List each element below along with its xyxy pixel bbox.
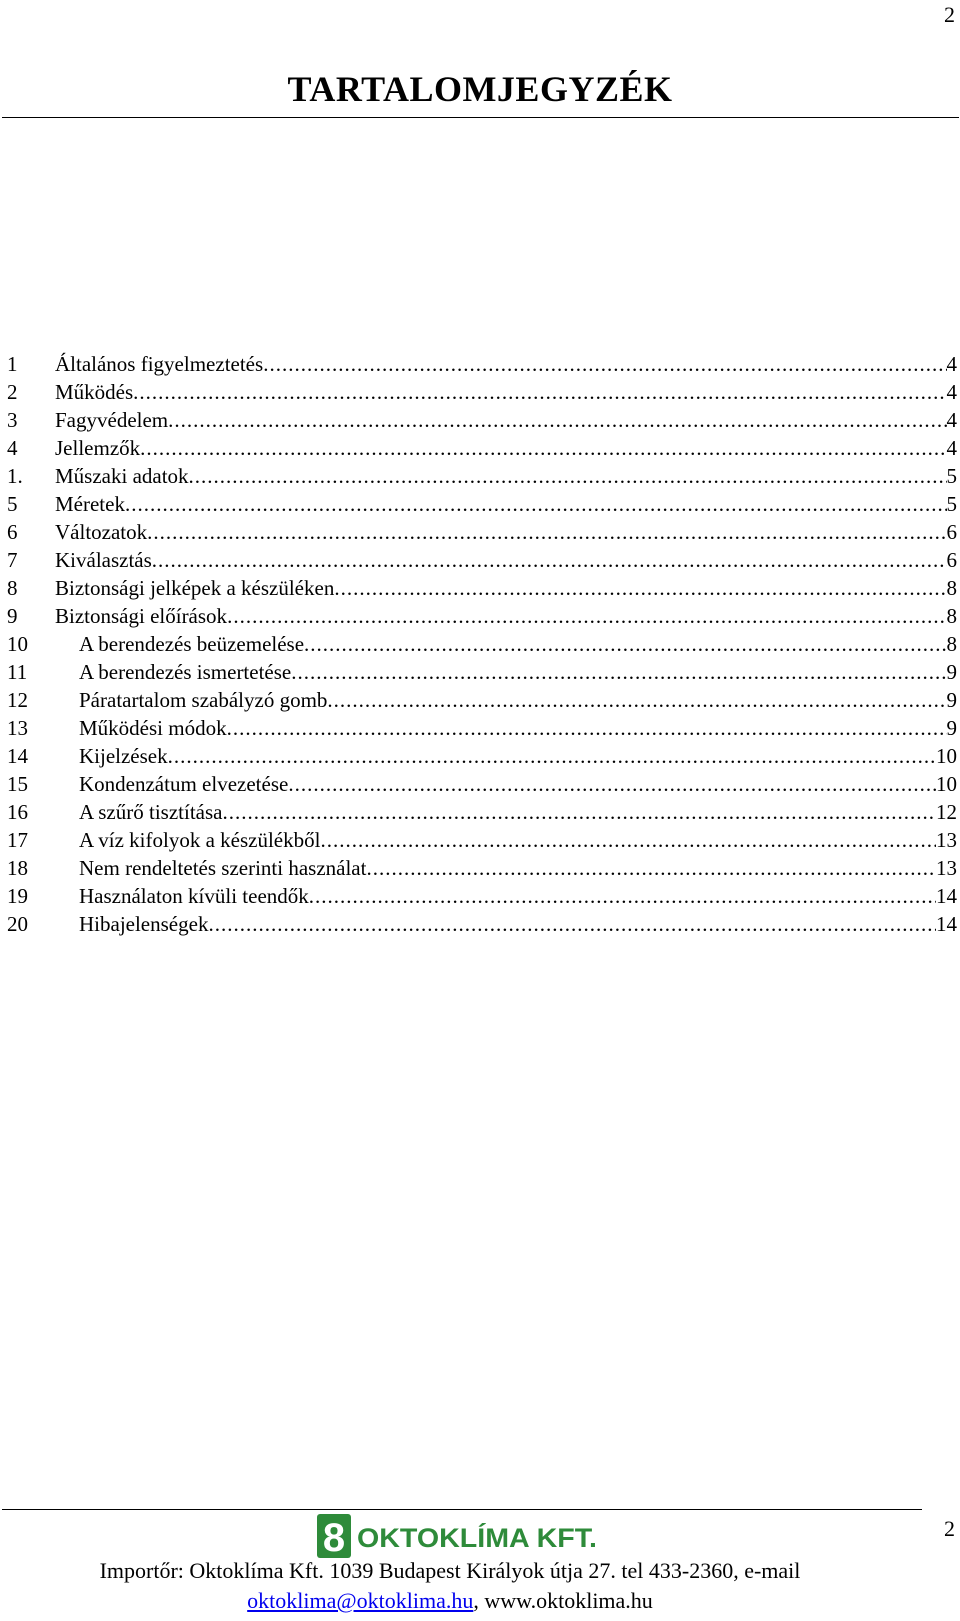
toc-entry-number: 4	[7, 436, 18, 460]
toc-entry-line	[55, 434, 957, 463]
toc-entry-page: 4	[946, 436, 957, 460]
toc-entry-page: 9	[946, 716, 957, 740]
footer-address: Importőr: Oktoklíma Kft. 1039 Budapest Királyok útja 27. tel 433-2360, e-mail	[99, 1558, 801, 1583]
toc-entry-number: 5	[7, 492, 18, 516]
toc-entry-line	[79, 770, 957, 799]
toc-entry-line	[55, 602, 957, 631]
toc-entry-label: Működési módok	[79, 716, 227, 740]
toc-entry[interactable]	[0, 770, 960, 799]
toc-leader-dots	[327, 686, 946, 715]
toc-entry-number: 2	[7, 380, 18, 404]
toc-leader-dots	[133, 378, 946, 407]
footer-divider	[2, 1509, 922, 1510]
toc-entry[interactable]	[0, 742, 960, 771]
toc-entry-line	[79, 798, 957, 827]
toc-entry-page: 10	[936, 744, 957, 768]
toc-entry[interactable]	[0, 602, 960, 631]
toc-entry-page: 5	[946, 464, 957, 488]
toc-entry-line	[79, 658, 957, 687]
toc-entry-page: 9	[946, 660, 957, 684]
toc-entry-page: 6	[946, 548, 957, 572]
toc-entry-label: Változatok	[55, 520, 148, 544]
toc-entry-line	[55, 406, 957, 435]
toc-entry-number: 17	[7, 828, 28, 852]
toc-entry-page: 4	[946, 408, 957, 432]
toc-entry-label: Kiválasztás	[55, 548, 152, 572]
toc-entry-number: 6	[7, 520, 18, 544]
toc-entry-page: 4	[946, 352, 957, 376]
toc-entry-number: 13	[7, 716, 28, 740]
toc-entry-label: Általános figyelmeztetés	[55, 352, 264, 376]
toc-entry[interactable]	[0, 406, 960, 435]
toc-entry[interactable]	[0, 546, 960, 575]
toc-entry-label: Jellemzők	[55, 436, 141, 460]
toc-entry-number: 15	[7, 772, 28, 796]
toc-leader-dots	[320, 826, 936, 855]
toc-entry-label: Páratartalom szabályzó gomb	[79, 688, 328, 712]
toc-entry-number: 12	[7, 688, 28, 712]
page-title: TARTALOMJEGYZÉK	[287, 69, 673, 109]
toc-entry-label: A berendezés ismertetése	[79, 660, 292, 684]
footer-contact	[0, 1588, 960, 1614]
toc-entry-label: Műszaki adatok	[55, 464, 189, 488]
toc-entry[interactable]	[0, 490, 960, 519]
toc-entry[interactable]	[0, 350, 960, 379]
toc-leader-dots	[189, 462, 947, 491]
logo-text: OKTOKLÍMA KFT.	[357, 1523, 584, 1553]
logo-mark: 8	[322, 1516, 346, 1558]
toc-entry-number: 20	[7, 912, 28, 936]
toc-leader-dots	[140, 434, 946, 463]
toc-entry-line	[55, 546, 957, 575]
toc-entry-number: 9	[7, 604, 18, 628]
toc-leader-dots	[291, 658, 946, 687]
toc-leader-dots	[125, 490, 947, 519]
toc-entry[interactable]	[0, 574, 960, 603]
toc-leader-dots	[168, 406, 946, 435]
toc-entry-page: 5	[946, 492, 957, 516]
toc-entry-number: 14	[7, 744, 28, 768]
toc-entry-line	[55, 462, 957, 491]
toc-entry-page: 6	[946, 520, 957, 544]
toc-entry-number: 16	[7, 800, 28, 824]
footer-separator: ,	[473, 1588, 479, 1613]
toc-entry-number: 7	[7, 548, 18, 572]
toc-entry-label: Fagyvédelem	[55, 408, 169, 432]
toc-leader-dots	[309, 882, 936, 911]
toc-leader-dots	[147, 518, 946, 547]
toc-entry[interactable]	[0, 798, 960, 827]
toc-leader-dots	[208, 910, 936, 939]
toc-entry-label: Biztonsági jelképek a készüléken	[55, 576, 335, 600]
toc-entry-page: 4	[946, 380, 957, 404]
toc-entry-label: Kijelzések	[79, 744, 168, 768]
toc-entry-page: 10	[936, 772, 957, 796]
toc-entry-page: 12	[936, 800, 957, 824]
toc-entry[interactable]	[0, 462, 960, 491]
toc-entry-number: 18	[7, 856, 28, 880]
toc-leader-dots	[168, 742, 936, 771]
toc-entry-line	[55, 378, 957, 407]
toc-entry-page: 8	[946, 604, 957, 628]
toc-entry-line	[79, 910, 957, 939]
toc-entry-line	[55, 518, 957, 547]
toc-entry-page: 9	[946, 688, 957, 712]
toc-entry-page: 13	[936, 856, 957, 880]
toc-entry-label: Kondenzátum elvezetése	[79, 772, 289, 796]
toc-entry-label: Biztonsági előírások	[55, 604, 228, 628]
toc-entry[interactable]	[0, 714, 960, 743]
toc-leader-dots	[222, 798, 936, 827]
toc-leader-dots	[263, 350, 946, 379]
toc-entry-page: 14	[936, 912, 957, 936]
toc-leader-dots	[152, 546, 947, 575]
toc-entry-line	[79, 714, 957, 743]
toc-entry[interactable]	[0, 686, 960, 715]
toc-entry-line	[79, 630, 957, 659]
page-number-bottom: 2	[944, 1516, 955, 1541]
toc-leader-dots	[227, 602, 946, 631]
toc-leader-dots	[227, 714, 947, 743]
toc-entry-page: 8	[946, 632, 957, 656]
toc-leader-dots	[288, 770, 936, 799]
toc-entry-page: 13	[936, 828, 957, 852]
toc-entry-number: 3	[7, 408, 18, 432]
toc-entry-line	[55, 574, 957, 603]
toc-leader-dots	[334, 574, 946, 603]
toc-entry-label: A szűrő tisztítása	[79, 800, 223, 824]
toc-entry-page: 8	[946, 576, 957, 600]
email-link[interactable]: oktoklima@oktoklima.hu	[247, 1588, 474, 1613]
toc-leader-dots	[304, 630, 946, 659]
toc-entry-line	[79, 854, 957, 883]
toc-entry-line	[55, 350, 957, 379]
toc-entry-line	[79, 826, 957, 855]
toc-entry[interactable]	[0, 630, 960, 659]
toc-entry[interactable]	[0, 658, 960, 687]
toc-entry[interactable]	[0, 854, 960, 883]
toc-entry-line	[79, 882, 957, 911]
toc-entry-label: Hibajelenségek	[79, 912, 209, 936]
toc-entry-number: 11	[7, 660, 28, 684]
toc-entry-number: 19	[7, 884, 28, 908]
toc-entry[interactable]	[0, 434, 960, 463]
toc-entry-label: A víz kifolyok a készülékből	[79, 828, 321, 852]
toc-entry-line	[79, 742, 957, 771]
toc-entry-line	[79, 686, 957, 715]
title-divider	[2, 117, 959, 118]
toc-entry-label: Működés	[55, 380, 134, 404]
toc-entry-label: Nem rendeltetés szerinti használat	[79, 856, 367, 880]
toc-entry-number: 1.	[7, 464, 23, 488]
toc-entry[interactable]	[0, 826, 960, 855]
toc-leader-dots	[366, 854, 936, 883]
company-logo	[317, 1514, 607, 1558]
toc-entry-page: 14	[936, 884, 957, 908]
website-text: www.oktoklima.hu	[484, 1588, 653, 1613]
toc-entry-line	[55, 490, 957, 519]
toc-entry-number: 10	[7, 632, 28, 656]
page-number-top: 2	[944, 2, 955, 27]
toc-entry[interactable]	[0, 378, 960, 407]
toc-entry-number: 1	[7, 352, 18, 376]
toc-entry[interactable]	[0, 910, 960, 939]
toc-entry-label: Használaton kívüli teendők	[79, 884, 309, 908]
toc-entry[interactable]	[0, 518, 960, 547]
toc-entry[interactable]	[0, 882, 960, 911]
toc-entry-label: A berendezés beüzemelése	[79, 632, 305, 656]
toc-entry-number: 8	[7, 576, 18, 600]
toc-entry-label: Méretek	[55, 492, 125, 516]
